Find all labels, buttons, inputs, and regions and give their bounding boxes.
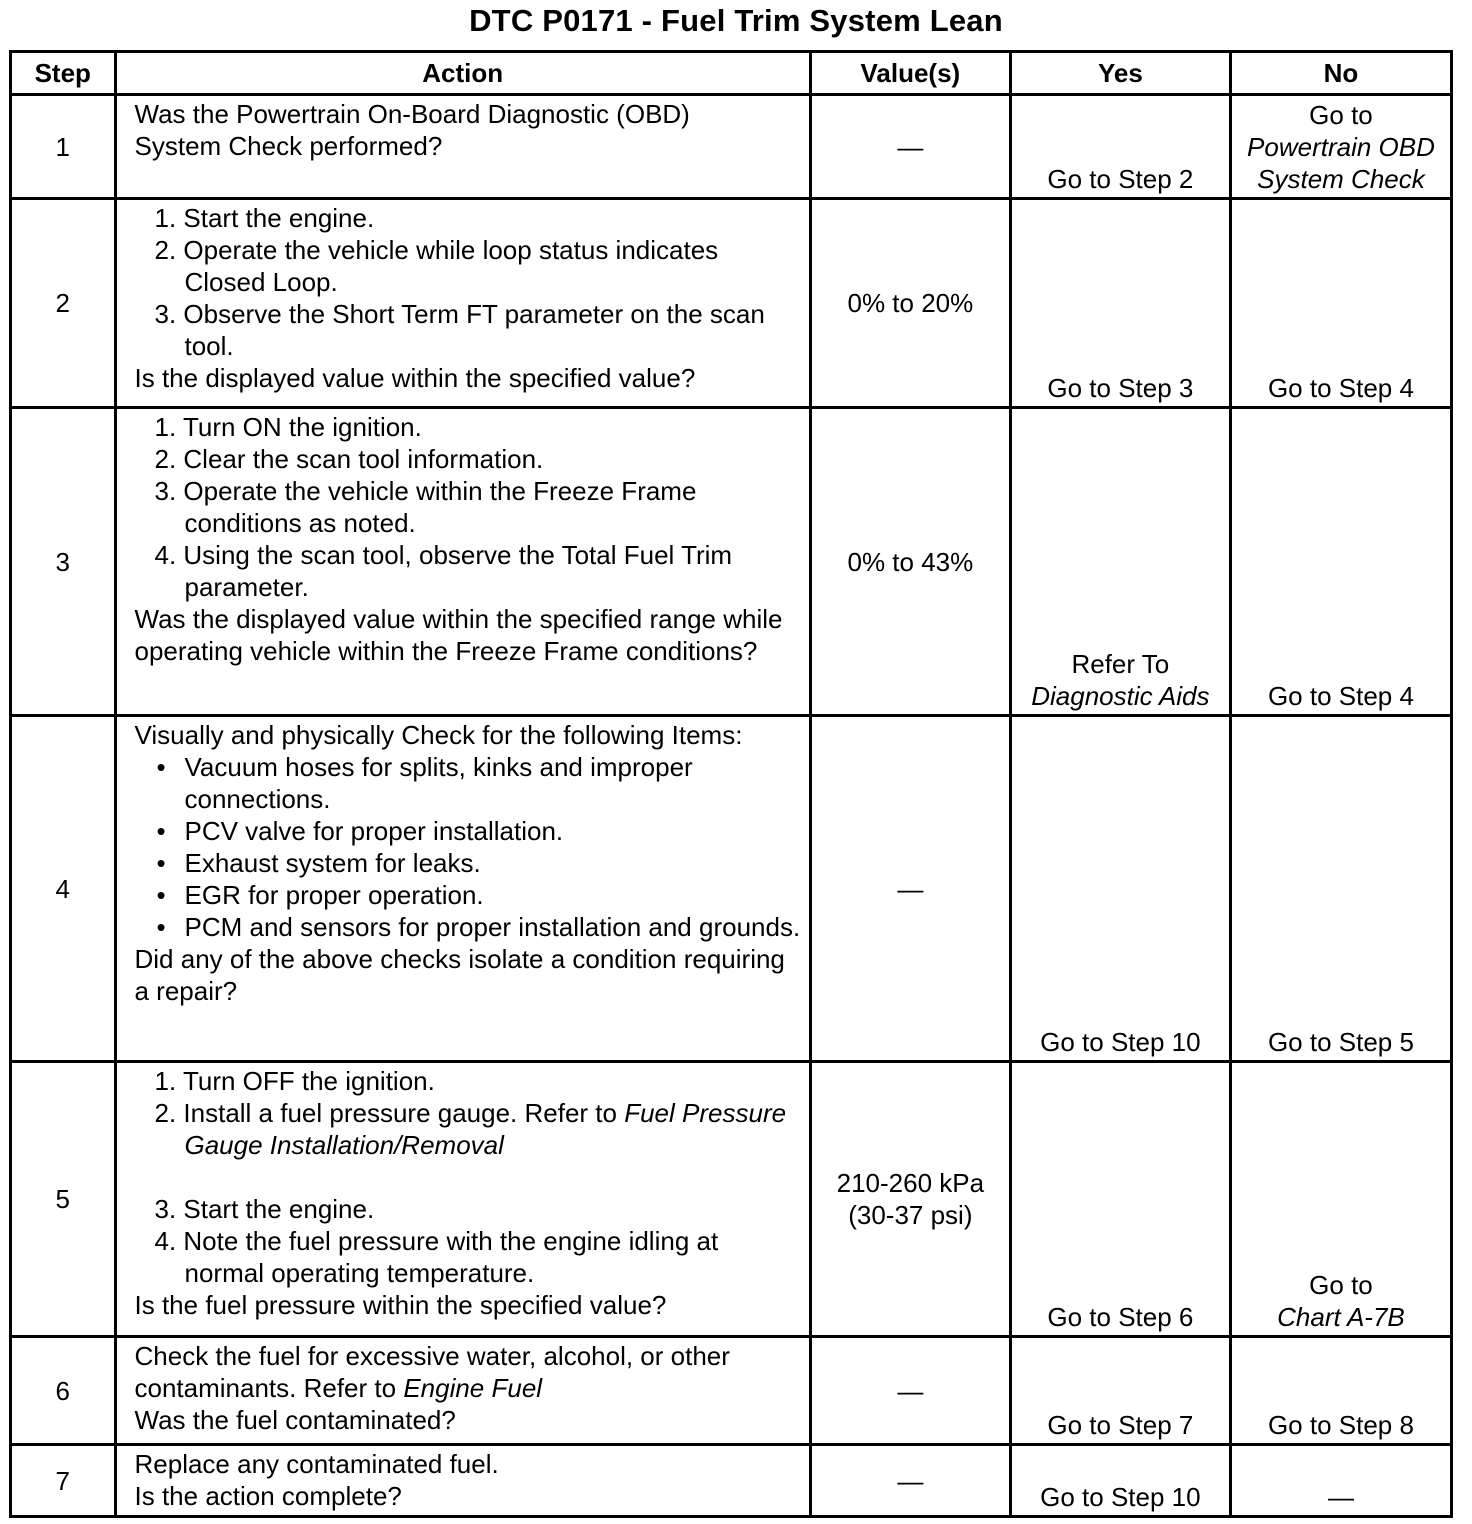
no-reference: Powertrain OBD — [1247, 132, 1435, 162]
no-cell: Go to Step 4 — [1230, 199, 1451, 408]
action-text: Visually and physically Check for the following Items: — [134, 720, 743, 750]
yes-cell: Go to Step 10 — [1010, 716, 1230, 1062]
step-number: 4 — [11, 716, 116, 1062]
action-cell — [115, 1337, 810, 1445]
action-step: 2. Clear the scan tool information. — [154, 444, 544, 474]
action-step: 3. Start the engine. — [154, 1194, 375, 1224]
yes-cell: Go to Step 3 — [1010, 199, 1230, 408]
action-step: 4. Note the fuel pressure with the engine idling at normal operating temperature. — [154, 1226, 719, 1288]
step-number: 3 — [11, 408, 116, 716]
table-row — [11, 1337, 1452, 1445]
no-cell — [1230, 95, 1451, 199]
value-cell: 0% to 43% — [810, 408, 1010, 716]
action-cell — [115, 199, 810, 408]
header-yes: Yes — [1010, 52, 1230, 95]
value-cell: 0% to 20% — [810, 199, 1010, 408]
header-row — [11, 52, 1452, 95]
value-cell: — — [810, 1445, 1010, 1517]
table-row — [11, 408, 1452, 716]
action-question: Was the fuel contaminated? — [134, 1405, 456, 1435]
yes-cell — [1010, 408, 1230, 716]
value-cell — [810, 1062, 1010, 1337]
no-cell: — — [1230, 1445, 1451, 1517]
no-reference: Chart A-7B — [1277, 1302, 1405, 1332]
no-cell: Go to Step 4 — [1230, 408, 1451, 716]
action-question: System Check performed? — [134, 131, 443, 161]
step-number: 2 — [11, 199, 116, 408]
step-number: 7 — [11, 1445, 116, 1517]
action-text: Replace any contaminated fuel. — [134, 1449, 499, 1479]
action-bullet: • EGR for proper operation. — [135, 879, 801, 911]
action-cell — [115, 1445, 810, 1517]
action-step: 2. Install a fuel pressure gauge. Refer to Fuel Pressure Gauge Installation/Removal — [154, 1098, 787, 1160]
action-step: 3. Observe the Short Term FT parameter on the scan tool. — [154, 299, 765, 361]
value-text: 210-260 kPa — [836, 1168, 985, 1198]
value-cell: — — [810, 1337, 1010, 1445]
action-question: Is the displayed value within the specified value? — [134, 363, 696, 393]
action-question: Is the action complete? — [134, 1481, 402, 1511]
diagnostic-table — [9, 50, 1453, 1518]
yes-cell: Go to Step 10 — [1010, 1445, 1230, 1517]
action-cell — [115, 1062, 810, 1337]
no-cell: Go to Step 8 — [1230, 1337, 1451, 1445]
action-step: 3. Operate the vehicle within the Freeze Frame conditions as noted. — [154, 476, 697, 538]
yes-cell: Go to Step 6 — [1010, 1062, 1230, 1337]
no-reference: System Check — [1257, 164, 1425, 194]
yes-cell: Go to Step 2 — [1010, 95, 1230, 199]
action-question: Was the displayed value within the specified range while operating vehicle within the Freeze Frame conditions? — [134, 604, 783, 666]
action-bullet: • PCV valve for proper installation. — [135, 815, 801, 847]
table-row — [11, 1062, 1452, 1337]
table-row — [11, 1445, 1452, 1517]
action-step: 2. Operate the vehicle while loop status indicates Closed Loop. — [154, 235, 719, 297]
step-number: 5 — [11, 1062, 116, 1337]
table-row — [11, 95, 1452, 199]
no-text: Go to — [1309, 100, 1373, 130]
table-row — [11, 199, 1452, 408]
header-step: Step — [11, 52, 116, 95]
action-step: 1. Turn OFF the ignition. — [154, 1066, 435, 1096]
no-text: Go to — [1309, 1270, 1373, 1300]
header-no: No — [1230, 52, 1451, 95]
action-cell — [115, 95, 810, 199]
step-number: 1 — [11, 95, 116, 199]
spacer — [135, 1161, 801, 1193]
action-text: Was the Powertrain On-Board Diagnostic (OBD) — [134, 99, 690, 129]
action-bullet: • Exhaust system for leaks. — [135, 847, 801, 879]
header-action: Action — [115, 52, 810, 95]
action-text: Check the fuel for excessive water, alcohol, or other contaminants. Refer to Engine Fuel — [134, 1341, 730, 1403]
value-cell: — — [810, 716, 1010, 1062]
action-question: Did any of the above checks isolate a condition requiring a repair? — [134, 944, 785, 1006]
value-cell: — — [810, 95, 1010, 199]
yes-text: Refer To — [1071, 649, 1170, 679]
yes-cell: Go to Step 7 — [1010, 1337, 1230, 1445]
action-cell — [115, 716, 810, 1062]
action-question: Is the fuel pressure within the specified value? — [134, 1290, 667, 1320]
no-cell — [1230, 1062, 1451, 1337]
table-row — [11, 716, 1452, 1062]
no-cell: Go to Step 5 — [1230, 716, 1451, 1062]
action-bullet: • Vacuum hoses for splits, kinks and improper connections. — [135, 751, 801, 815]
action-step: 1. Start the engine. — [154, 203, 375, 233]
action-cell — [115, 408, 810, 716]
action-step: 4. Using the scan tool, observe the Total Fuel Trim parameter. — [154, 540, 733, 602]
value-text: (30-37 psi) — [848, 1200, 973, 1230]
header-value: Value(s) — [810, 52, 1010, 95]
action-step: 1. Turn ON the ignition. — [154, 412, 422, 442]
page-title: DTC P0171 - Fuel Trim System Lean — [469, 3, 1003, 38]
yes-reference: Diagnostic Aids — [1031, 681, 1210, 711]
step-number: 6 — [11, 1337, 116, 1445]
action-bullet: • PCM and sensors for proper installation and grounds. — [135, 911, 801, 943]
